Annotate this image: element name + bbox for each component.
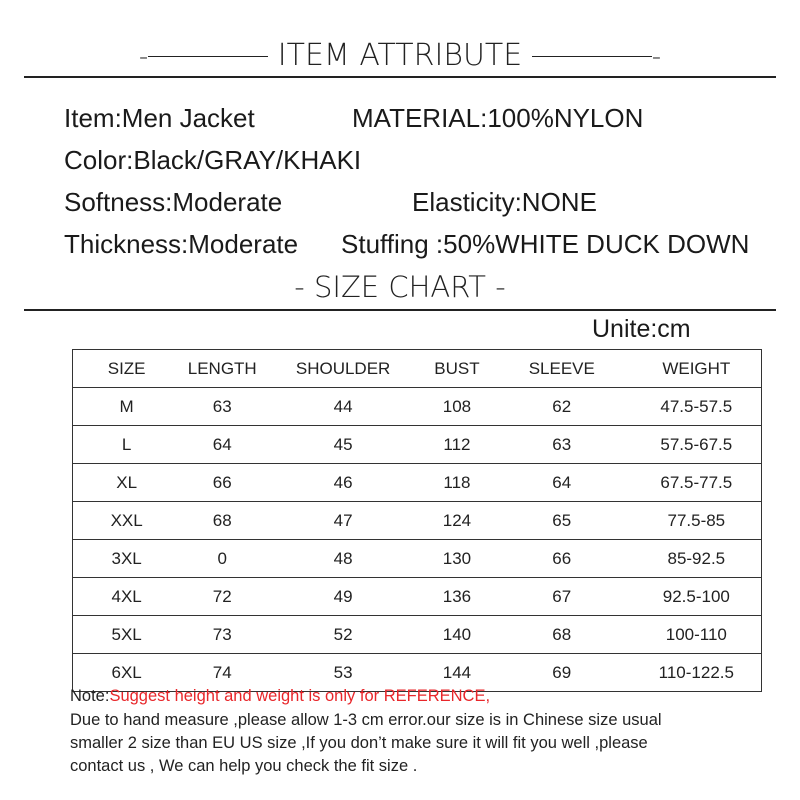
table-cell: 100-110 (632, 616, 762, 654)
table-cell: 6XL (111, 662, 142, 682)
table-cell: 144 (442, 662, 472, 682)
table-cell: 124 (422, 502, 492, 540)
table-cell: 110-122.5 (658, 662, 734, 682)
table-cell: 140 (422, 616, 492, 654)
table-cell: 45 (264, 426, 422, 464)
table-row (73, 426, 762, 464)
table-cell: 62 (492, 388, 632, 426)
table-cell: 108 (422, 388, 492, 426)
note-line-4: contact us , We can help you check the fit size . (70, 757, 418, 775)
table-cell: 65 (492, 502, 632, 540)
table-cell: 118 (422, 464, 492, 502)
table-cell: 63 (492, 426, 632, 464)
attr-item: Item:Men Jacket (64, 103, 255, 133)
table-cell: 66 (492, 540, 632, 578)
table-cell: 52 (264, 616, 422, 654)
table-cell: 44 (264, 388, 422, 426)
table-cell: 64 (492, 464, 632, 502)
table-row (73, 540, 762, 578)
note-line-1 (70, 685, 490, 708)
table-cell: 47.5-57.5 (632, 388, 762, 426)
table-cell: 57.5-67.5 (632, 426, 762, 464)
attribute-title-text: ITEM ATTRIBUTE (277, 38, 523, 73)
table-cell: M (73, 388, 181, 426)
attr-softness: Softness:Moderate (64, 187, 283, 217)
table-cell: 4XL (73, 578, 181, 616)
table-cell: XL (73, 464, 181, 502)
table-cell: 112 (422, 426, 492, 464)
note-line-3: smaller 2 size than EU US size ,If you don’t make sure it will fit you well ,please (70, 734, 648, 752)
attribute-title: - ITEM ATTRIBUTE - (138, 38, 662, 73)
table-cell: 63 (180, 388, 264, 426)
table-header: BUST (422, 350, 492, 388)
table-cell: 64 (180, 426, 264, 464)
size-chart-divider (24, 309, 776, 311)
table-header: SHOULDER (264, 350, 422, 388)
table-cell: 48 (264, 540, 422, 578)
attr-material: MATERIAL:100%NYLON (352, 103, 644, 133)
table-cell: 5XL (73, 616, 181, 654)
table-row (73, 578, 762, 616)
table-cell: 66 (180, 464, 264, 502)
table-cell: 69 (552, 662, 572, 682)
table-cell: 46 (264, 464, 422, 502)
table-cell: 136 (422, 578, 492, 616)
note-label: Note: (70, 687, 110, 705)
table-header: LENGTH (180, 350, 264, 388)
attr-color: Color:Black/GRAY/KHAKI (64, 145, 362, 175)
table-cell: 92.5-100 (632, 578, 762, 616)
table-row (73, 502, 762, 540)
table-cell: 67.5-77.5 (632, 464, 762, 502)
attr-stuffing: Stuffing :50%WHITE DUCK DOWN (341, 229, 750, 259)
table-cell: 0 (180, 540, 264, 578)
table-header: SIZE (73, 350, 181, 388)
attribute-divider (24, 76, 776, 78)
table-cell: 53 (333, 662, 353, 682)
note-line-2: Due to hand measure ,please allow 1-3 cm error.our size is in Chinese size usual (70, 711, 662, 729)
table-cell: L (73, 426, 181, 464)
table-cell: 73 (180, 616, 264, 654)
table-cell: 68 (492, 616, 632, 654)
table-cell: 3XL (73, 540, 181, 578)
table-cell: 130 (422, 540, 492, 578)
table-header-row (73, 350, 762, 388)
table-cell: 49 (264, 578, 422, 616)
table-header: WEIGHT (632, 350, 762, 388)
size-chart-title: - SIZE CHART - (294, 270, 506, 304)
table-cell: 67 (492, 578, 632, 616)
table-row (73, 464, 762, 502)
attr-elasticity: Elasticity:NONE (412, 187, 597, 217)
table-cell: 74 (212, 662, 232, 682)
table-cell: 72 (180, 578, 264, 616)
table-header: SLEEVE (492, 350, 632, 388)
size-table (72, 349, 762, 692)
table-cell: 77.5-85 (632, 502, 762, 540)
table-cell: 85-92.5 (632, 540, 762, 578)
attr-thickness: Thickness:Moderate (64, 229, 299, 259)
table-cell: 68 (180, 502, 264, 540)
table-row (73, 388, 762, 426)
unit-label: Unite:cm (592, 315, 691, 343)
table-row (73, 616, 762, 654)
table-cell: 47 (264, 502, 422, 540)
note-highlight: Suggest height and weight is only for REFERENCE, (109, 687, 491, 705)
table-cell: XXL (73, 502, 181, 540)
